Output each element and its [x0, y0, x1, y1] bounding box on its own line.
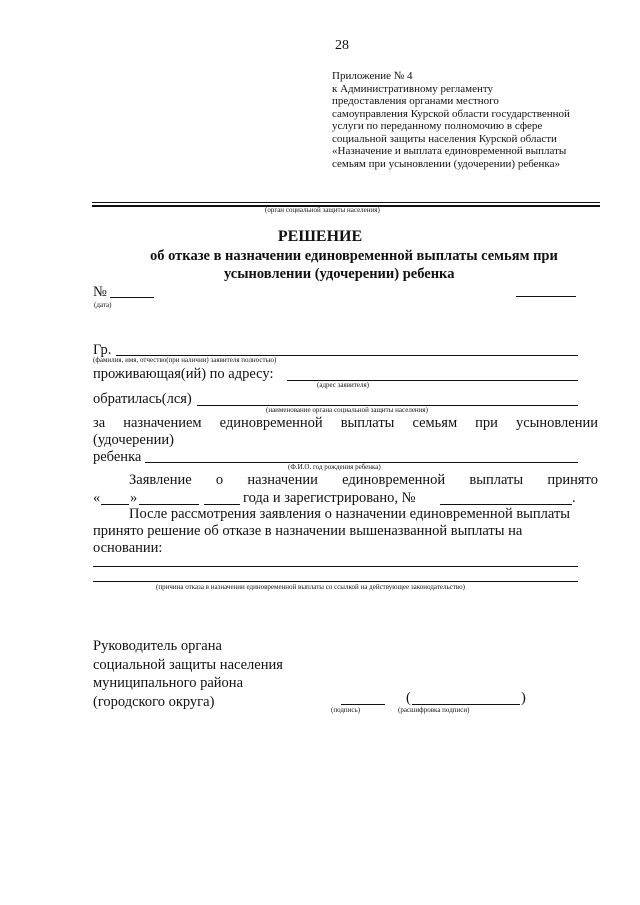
- purpose-word: выплаты: [340, 415, 395, 431]
- day-line[interactable]: [101, 504, 129, 505]
- decision-line2: принято решение об отказе в назначении вышеназванной выплаты на: [93, 523, 523, 539]
- address-caption: (адрес заявителя): [317, 381, 369, 389]
- statement-word: выплаты: [469, 472, 524, 488]
- purpose-word: усыновлении: [515, 415, 598, 431]
- registration-line[interactable]: [440, 504, 572, 505]
- appendix-line: предоставления органами местного: [332, 95, 499, 107]
- child-caption: (Ф.И.О. год рождения ребенка): [288, 463, 381, 471]
- signatory-line: муниципального района: [93, 675, 243, 691]
- citizen-label: Гр.: [93, 342, 112, 358]
- sign-caption: (подпись): [331, 706, 361, 714]
- purpose-word: назначением: [123, 415, 202, 431]
- signatory-line: Руководитель органа: [93, 638, 222, 654]
- statement-word: единовременной: [342, 472, 446, 488]
- document-title: РЕШЕНИЕ: [277, 228, 363, 245]
- appendix-line: Приложение № 4: [332, 70, 413, 82]
- decode-caption: (расшифровка подписи): [398, 706, 470, 714]
- appendix-block: [332, 70, 570, 170]
- appendix-line: социальной защиты населения Курской области: [332, 132, 557, 145]
- appendix-line: услуги по переданному полномочию в сфере: [332, 120, 543, 132]
- statement-quote-open: «: [93, 490, 101, 506]
- statement-year-text: года и зарегистрировано, №: [243, 490, 416, 506]
- applied-caption: (наименование органа социальной защиты населения): [266, 406, 428, 414]
- statement-line: [129, 472, 598, 489]
- citizen-caption: (фамилия, имя, отчество(при наличии) заявителя полностью): [93, 356, 277, 364]
- signatory-line: (городского округа): [93, 693, 215, 710]
- date-caption: (дата): [94, 301, 112, 309]
- appendix-line: «Назначение и выплата единовременной выплаты: [332, 145, 567, 157]
- purpose-word: при: [475, 415, 498, 431]
- number-line[interactable]: [110, 297, 154, 298]
- appendix-line: семьям при усыновлении (удочерении) ребенка»: [332, 157, 560, 170]
- decode-line[interactable]: [412, 704, 520, 705]
- signatory-line: социальной защиты населения: [93, 656, 283, 673]
- header-rule-thin: [92, 202, 600, 203]
- purpose-word: единовременной: [219, 415, 323, 431]
- document-subtitle-line2: усыновлении (удочерении) ребенка: [224, 266, 455, 282]
- statement-word: Заявление: [129, 472, 192, 488]
- month-line[interactable]: [139, 504, 199, 505]
- reason-caption: (причина отказа в назначении единовременной выплаты со ссылкой на действующее законодательство): [156, 583, 465, 591]
- applied-label: обратилась(лся): [93, 391, 192, 407]
- purpose-word: семьям: [412, 415, 458, 431]
- number-label: №: [93, 284, 107, 300]
- statement-word: о: [215, 472, 224, 488]
- decision-line3: основании:: [93, 540, 163, 556]
- statement-word: назначении: [247, 472, 318, 488]
- statement-quote-close: »: [130, 490, 138, 506]
- appendix-line: к Административному регламенту: [332, 82, 494, 95]
- statement-end-dot: .: [572, 490, 576, 506]
- purpose-line2: (удочерении): [93, 432, 174, 448]
- page-number: 28: [335, 38, 349, 53]
- header-caption: (орган социальной защиты населения): [265, 206, 380, 214]
- address-label: проживающая(ий) по адресу:: [93, 366, 274, 382]
- decision-line1: После рассмотрения заявления о назначении единовременной выплаты: [129, 506, 571, 522]
- reason-line-2[interactable]: [93, 581, 578, 582]
- purpose-word: за: [93, 415, 106, 431]
- statement-word: принято: [547, 472, 598, 488]
- reason-line-1[interactable]: [93, 566, 578, 567]
- decode-paren-close: ): [521, 690, 526, 706]
- date-line[interactable]: [516, 296, 576, 297]
- purpose-line: [93, 415, 598, 432]
- document-subtitle-line1: об отказе в назначении единовременной выплаты семьям при: [150, 248, 558, 264]
- decode-paren-open: (: [406, 690, 411, 706]
- year-line[interactable]: [204, 504, 240, 505]
- signature-block: [93, 637, 283, 711]
- signature-line[interactable]: [341, 704, 385, 705]
- appendix-line: самоуправления Курской области государственной: [332, 107, 570, 120]
- child-label: ребенка: [93, 449, 142, 465]
